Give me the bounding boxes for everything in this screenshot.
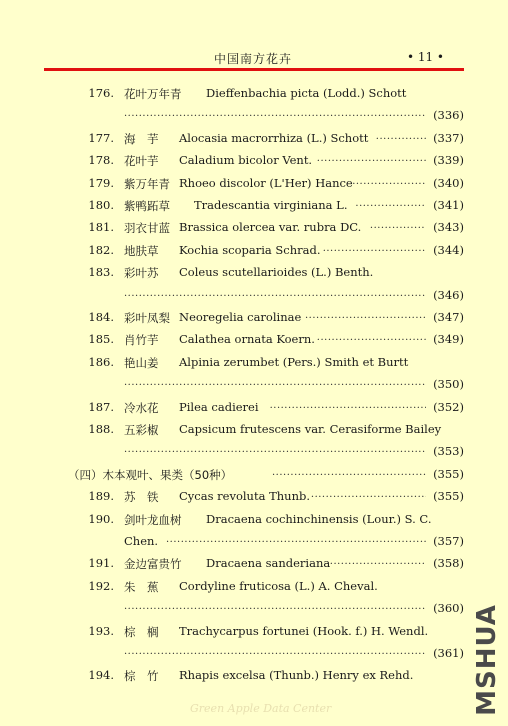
chinese-name: 棕 榈 xyxy=(124,624,159,639)
dot-leader xyxy=(311,492,426,503)
chinese-name: 地肤草 xyxy=(124,243,159,258)
chinese-name: 羽衣甘蓝 xyxy=(124,221,170,236)
chinese-name: 棕 竹 xyxy=(124,669,159,684)
latin-name: Tradescantia virginiana L. xyxy=(194,198,348,212)
page-ref: (361) xyxy=(433,646,464,660)
chinese-name: 紫万年青 xyxy=(124,176,170,191)
dot-leader xyxy=(376,134,426,145)
page-ref: (353) xyxy=(433,444,464,459)
side-logo xyxy=(470,604,504,716)
chinese-name: 紫鸭跖草 xyxy=(124,199,170,213)
latin-name: Capsicum frutescens var. Cerasiforme Bailey xyxy=(179,422,442,436)
dot-leader xyxy=(124,447,426,458)
page-ref: (341) xyxy=(433,198,464,212)
entry-number: 184. xyxy=(88,310,114,324)
toc-line xyxy=(0,176,508,198)
toc-line xyxy=(0,153,508,175)
chinese-name: 彩叶苏 xyxy=(124,266,159,281)
latin-name: Rhapis excelsa (Thunb.) Henry ex Rehd. xyxy=(179,668,414,683)
page-ref: (357) xyxy=(433,534,464,548)
toc-line xyxy=(0,534,508,556)
toc-line xyxy=(0,646,508,668)
toc-line xyxy=(0,467,508,489)
page-ref: (340) xyxy=(433,175,464,190)
entry-number: 188. xyxy=(88,422,114,436)
page-ref: (355) xyxy=(433,489,464,504)
page-ref: (352) xyxy=(433,399,464,414)
toc-line xyxy=(0,131,508,153)
page-ref: (339) xyxy=(433,153,464,168)
latin-name: Cycas revoluta Thunb. xyxy=(179,489,310,504)
chinese-name: 花叶万年青 xyxy=(124,87,182,101)
latin-name: Dracaena sanderiana xyxy=(206,556,331,571)
latin-name: Caladium bicolor Vent. xyxy=(179,153,313,168)
page-ref: (346) xyxy=(433,287,464,302)
entry-number: 178. xyxy=(88,153,114,168)
dot-leader xyxy=(124,604,426,615)
entry-number: 181. xyxy=(88,220,114,235)
dot-leader xyxy=(124,380,426,391)
entry-number: 179. xyxy=(88,175,114,190)
latin-name-continued: Chen. xyxy=(124,534,159,548)
dot-leader xyxy=(355,201,426,212)
entry-number: 193. xyxy=(88,623,114,638)
page-ref: (358) xyxy=(433,556,464,571)
entry-number: 177. xyxy=(88,130,114,145)
dot-leader xyxy=(323,246,426,257)
toc-line xyxy=(0,265,508,287)
toc-line xyxy=(0,243,508,265)
page-ref: (344) xyxy=(433,242,464,257)
toc-line xyxy=(0,668,508,690)
dot-leader xyxy=(124,291,426,302)
toc-line xyxy=(0,579,508,601)
toc-line xyxy=(0,288,508,310)
entry-number: 182. xyxy=(88,242,114,257)
header-page-number: • 11 • xyxy=(406,50,444,64)
entry-number: 187. xyxy=(88,399,114,414)
entry-number: 191. xyxy=(88,556,114,571)
dot-leader xyxy=(317,335,426,346)
section-heading: （四）木本观叶、果类（50种） xyxy=(68,467,233,482)
toc-line xyxy=(0,422,508,444)
toc-line xyxy=(0,444,508,466)
page-ref: (347) xyxy=(433,310,464,324)
toc-line xyxy=(0,624,508,646)
latin-name: Brassica olercea var. rubra DC. xyxy=(179,220,362,235)
toc-line xyxy=(0,489,508,511)
latin-name: Coleus scutellarioides (L.) Benth. xyxy=(179,265,374,280)
entry-number: 180. xyxy=(88,198,114,212)
entry-number: 190. xyxy=(88,511,114,526)
toc-line xyxy=(0,512,508,534)
running-header xyxy=(44,50,464,68)
dot-leader xyxy=(352,179,426,190)
chinese-name: 彩叶凤梨 xyxy=(124,311,170,325)
latin-name: Cordyline fruticosa (L.) A. Cheval. xyxy=(179,578,378,593)
page-ref: (337) xyxy=(433,130,464,145)
toc-line xyxy=(0,108,508,130)
latin-name: Alpinia zerumbet (Pers.) Smith et Burtt xyxy=(179,354,409,369)
latin-name: Dracaena cochinchinensis (Lour.) S. C. xyxy=(206,511,432,526)
toc-line xyxy=(0,355,508,377)
chinese-name: 朱 蕉 xyxy=(124,579,159,594)
dot-leader xyxy=(326,559,426,570)
page-ref: (343) xyxy=(433,220,464,235)
dot-leader xyxy=(317,156,426,167)
entry-number: 192. xyxy=(88,578,114,593)
toc-line xyxy=(0,86,508,108)
page-ref: (349) xyxy=(433,332,464,347)
chinese-name: 冷水花 xyxy=(124,400,159,415)
page-ref: (355) xyxy=(433,466,464,481)
chinese-name: 花叶芋 xyxy=(124,154,159,169)
dot-leader xyxy=(370,223,426,234)
latin-name: Calathea ornata Koern. xyxy=(179,332,315,347)
toc-line xyxy=(0,601,508,623)
chinese-name: 海 芋 xyxy=(124,131,159,146)
chinese-name: 剑叶龙血树 xyxy=(124,512,182,527)
dot-leader xyxy=(270,403,426,414)
latin-name: Trachycarpus fortunei (Hook. f.) H. Wendl. xyxy=(179,623,429,638)
chinese-name: 五彩椒 xyxy=(124,423,159,437)
header-rule xyxy=(44,68,464,71)
toc-line xyxy=(0,310,508,332)
dot-leader xyxy=(124,649,426,660)
dot-leader xyxy=(272,470,426,481)
entry-number: 185. xyxy=(88,332,114,347)
page-ref: (336) xyxy=(433,108,464,123)
latin-name: Rhoeo discolor (L'Her) Hance xyxy=(179,175,353,190)
entry-number: 186. xyxy=(88,354,114,369)
latin-name: Dieffenbachia picta (Lodd.) Schott xyxy=(206,86,407,100)
watermark: Green Apple Data Center xyxy=(190,702,332,715)
chinese-name: 艳山姜 xyxy=(124,355,159,370)
entry-number: 189. xyxy=(88,489,114,504)
toc-line xyxy=(0,332,508,354)
page-ref: (350) xyxy=(433,377,464,392)
latin-name: Kochia scoparia Schrad. xyxy=(179,242,321,257)
toc-line xyxy=(0,220,508,242)
toc-line xyxy=(0,556,508,578)
toc-line xyxy=(0,198,508,220)
latin-name: Pilea cadierei xyxy=(179,399,259,414)
page-ref: (360) xyxy=(433,601,464,616)
dot-leader xyxy=(124,111,426,122)
chinese-name: 金边富贵竹 xyxy=(124,557,182,572)
side-logo-text: MSHUA xyxy=(472,604,502,716)
entry-number: 176. xyxy=(88,86,114,100)
dot-leader xyxy=(166,537,426,548)
toc-line xyxy=(0,400,508,422)
chinese-name: 肖竹芋 xyxy=(124,333,159,348)
latin-name: Alocasia macrorrhiza (L.) Schott xyxy=(179,130,369,145)
chinese-name: 苏 铁 xyxy=(124,490,159,505)
latin-name: Neoregelia carolinae xyxy=(179,310,302,324)
dot-leader xyxy=(305,313,426,324)
entry-number: 183. xyxy=(88,265,114,280)
entry-number: 194. xyxy=(88,668,114,683)
toc-line xyxy=(0,377,508,399)
header-title: 中国南方花卉 xyxy=(214,52,293,66)
